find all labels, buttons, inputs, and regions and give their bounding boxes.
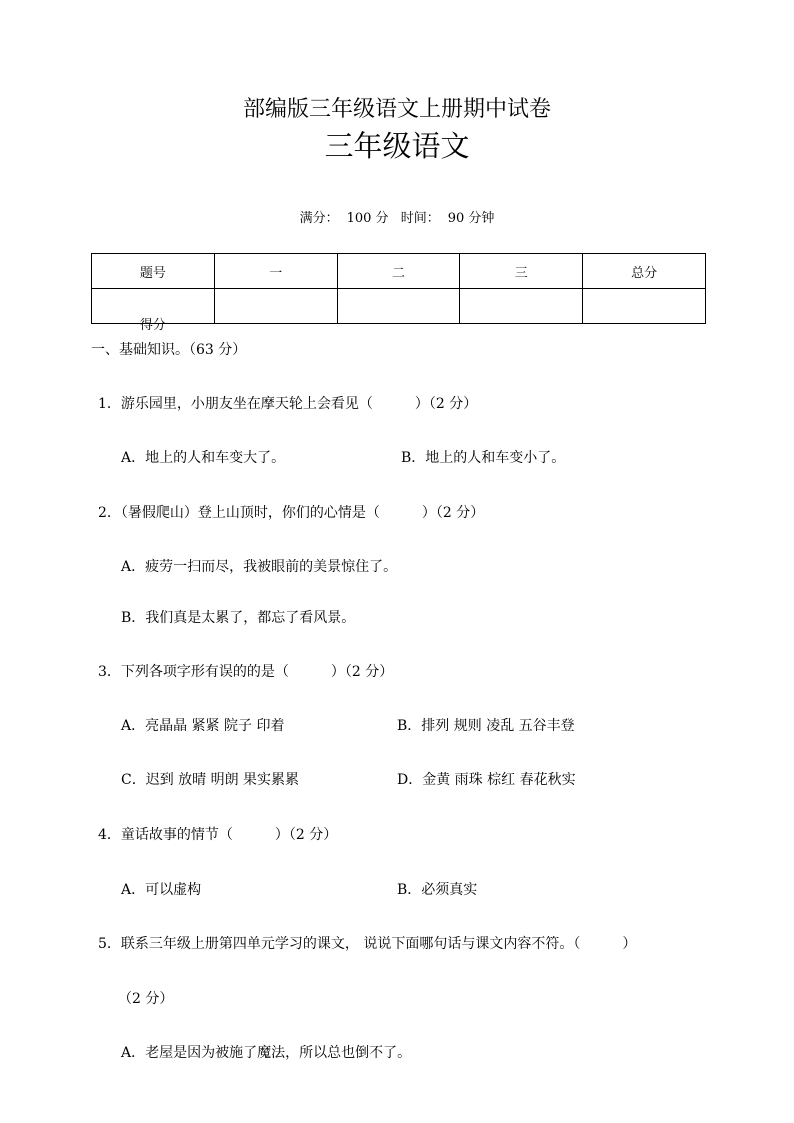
score-table-header: 题号 <box>92 254 215 289</box>
time-value: 90 分钟 <box>447 211 495 226</box>
score-table-score-row <box>92 289 706 324</box>
question-stem: 5．联系三年级上册第四单元学习的课文， 说说下面哪句话与课文内容不符。（ ） <box>98 936 637 952</box>
score-cell <box>214 289 337 324</box>
section-heading: 一、基础知识。（63 分） <box>91 342 247 358</box>
score-cell <box>337 289 460 324</box>
question-option: B．我们真是太累了，都忘了看风景。 <box>121 610 356 626</box>
score-table-header-row <box>92 254 706 289</box>
question-stem: 3．下列各项字形有误的的是（ ）（2 分） <box>98 664 394 680</box>
question-stem-continued: （2 分） <box>118 991 174 1007</box>
question-option: A．可以虚构 <box>121 882 202 898</box>
question-option: A．地上的人和车变大了。 <box>121 450 286 466</box>
exam-title: 部编版三年级语文上册期中试卷 <box>242 97 551 122</box>
question-stem: 4．童话故事的情节（ ）（2 分） <box>98 827 338 843</box>
question-option: A．疲劳一扫而尽，我被眼前的美景惊住了。 <box>121 559 398 575</box>
score-table <box>91 253 706 333</box>
question-option: D．金黄 雨珠 棕红 春花秋实 <box>397 772 576 788</box>
exam-subtitle: 三年级语文 <box>324 129 470 163</box>
score-row-label: 得分 <box>139 318 166 333</box>
score-cell <box>460 289 583 324</box>
question-stem: 1．游乐园里，小朋友坐在摩天轮上会看见（ ）（2 分） <box>98 396 478 412</box>
score-label-cell <box>92 289 215 333</box>
question-option: B．排列 规则 凌乱 五谷丰登 <box>397 718 575 734</box>
score-table-header: 三 <box>460 254 583 289</box>
score-table-header: 总分 <box>583 254 706 289</box>
question-option: B．必须真实 <box>397 882 478 898</box>
question-option: A．老屋是因为被施了魔法，所以总也倒不了。 <box>121 1045 412 1061</box>
time-label: 时间： <box>400 211 440 226</box>
full-marks-label: 满分： <box>299 211 339 226</box>
question-option: B．地上的人和车变小了。 <box>401 450 566 466</box>
full-marks-value: 100 分 <box>346 211 389 226</box>
question-stem: 2．（暑假爬山）登上山顶时，你们的心情是（ ）（2 分） <box>98 505 485 521</box>
question-option: C．迟到 放晴 明朗 果实累累 <box>121 772 300 788</box>
score-table-header: 一 <box>214 254 337 289</box>
score-table-header: 二 <box>337 254 460 289</box>
exam-meta <box>0 207 794 226</box>
question-option: A．亮晶晶 紧紧 院子 印着 <box>121 718 285 734</box>
score-cell <box>583 289 706 324</box>
